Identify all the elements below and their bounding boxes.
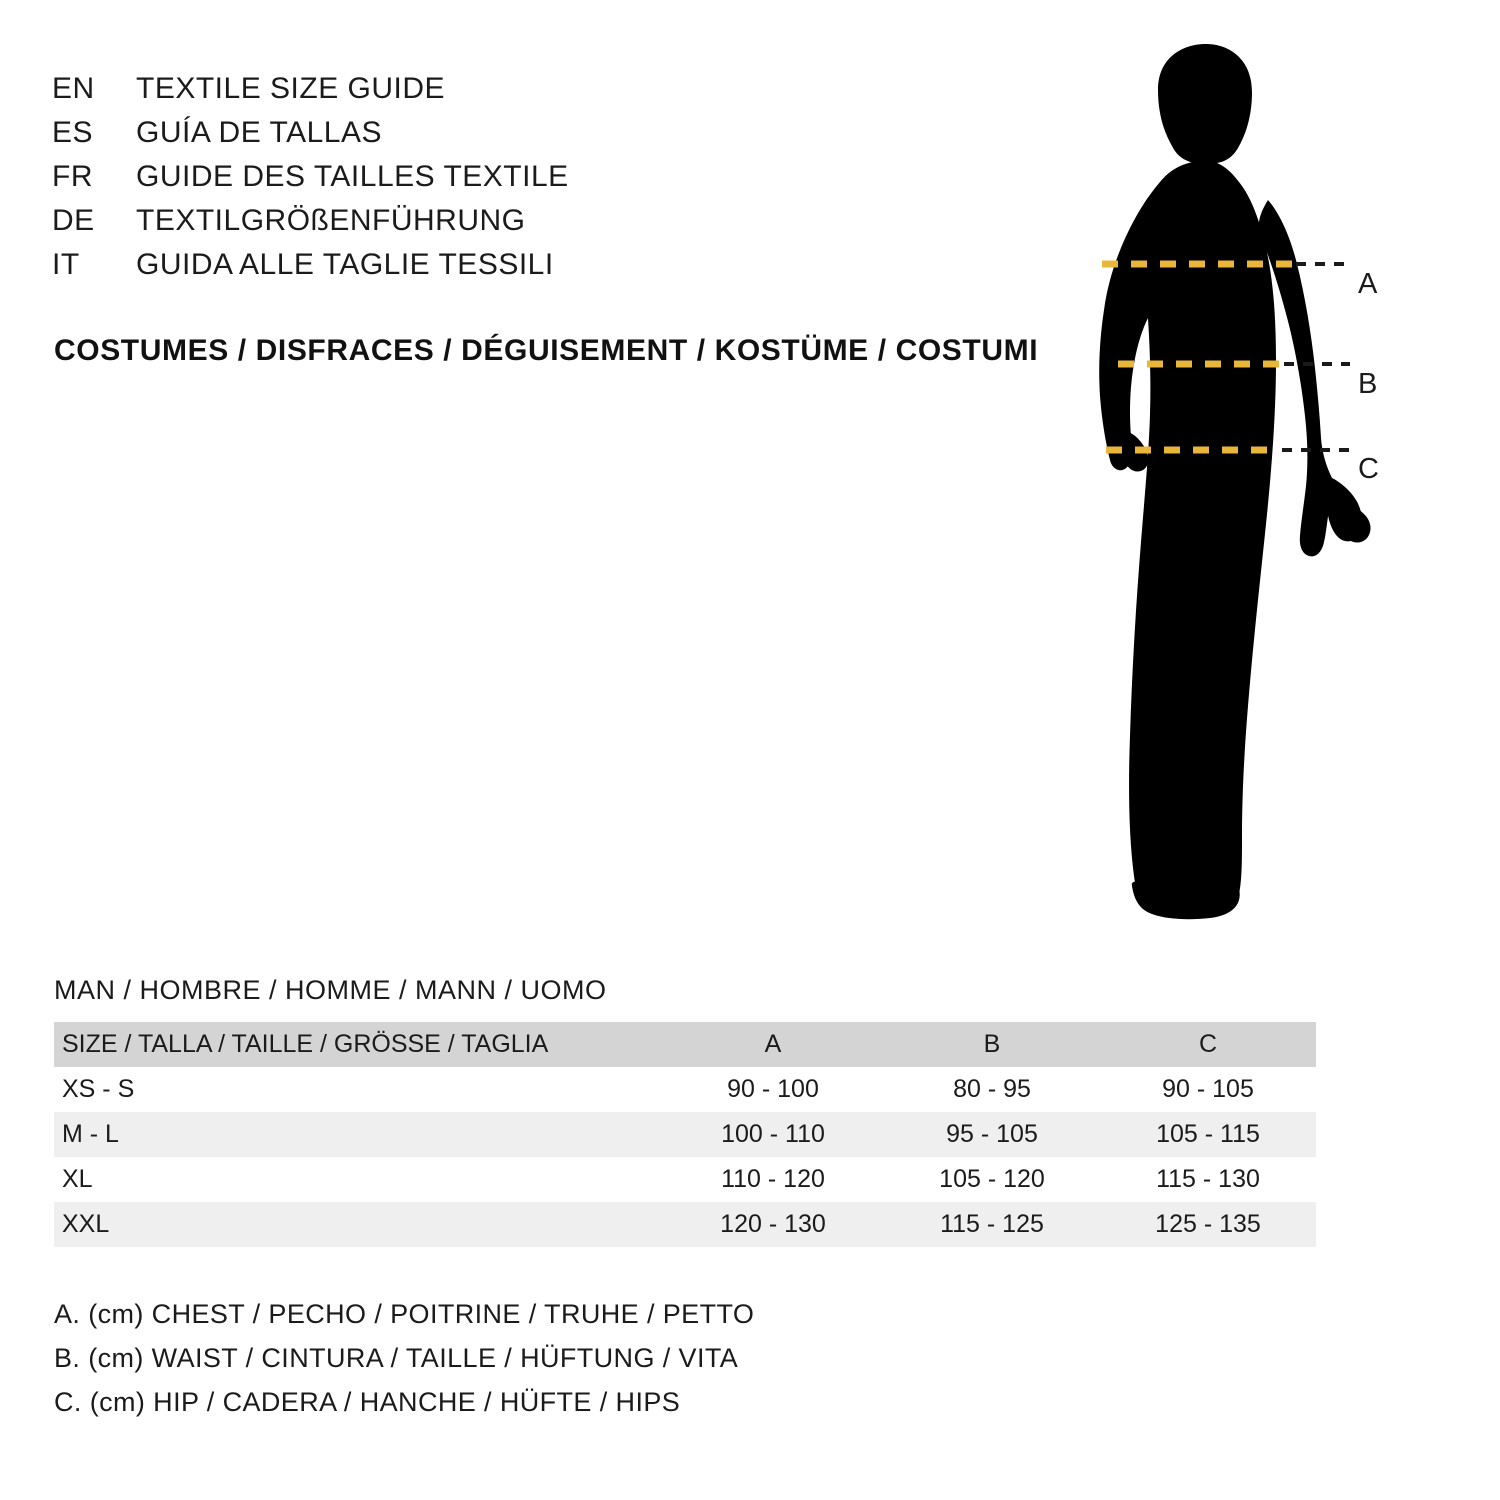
measure-label-b: B [1358, 368, 1378, 400]
language-row-en [52, 72, 1012, 116]
cell-c: 115 - 130 [1100, 1157, 1316, 1202]
cell-c: 105 - 115 [1100, 1112, 1316, 1157]
cell-size: XXL [54, 1202, 662, 1247]
cell-b: 95 - 105 [884, 1112, 1100, 1157]
size-table [54, 1022, 1316, 1247]
table-header-row [54, 1022, 1316, 1067]
language-code-en: EN [52, 72, 95, 105]
language-row-de [52, 204, 1012, 248]
language-row-it [52, 248, 1012, 292]
size-table-section [54, 975, 1374, 1247]
table-caption: MAN / HOMBRE / HOMME / MANN / UOMO [54, 975, 607, 1005]
column-header-size: SIZE / TALLA / TAILLE / GRÖSSE / TAGLIA [54, 1022, 662, 1067]
cell-c: 125 - 135 [1100, 1202, 1316, 1247]
measure-label-c: C [1358, 453, 1379, 485]
size-table-body [54, 1067, 1316, 1247]
language-title-de: TEXTILGRÖßENFÜHRUNG [136, 204, 526, 237]
table-row [54, 1067, 1316, 1112]
language-code-de: DE [52, 204, 95, 237]
column-header-a: A [662, 1022, 884, 1067]
table-row [54, 1202, 1316, 1247]
legend-row-b: B. (cm) WAIST / CINTURA / TAILLE / HÜFTUNG / VITA [54, 1343, 739, 1373]
cell-b: 105 - 120 [884, 1157, 1100, 1202]
column-header-b: B [884, 1022, 1100, 1067]
silhouette-feet [1132, 882, 1240, 920]
language-code-fr: FR [52, 160, 93, 193]
language-code-es: ES [52, 116, 94, 149]
cell-b: 115 - 125 [884, 1202, 1100, 1247]
costumes-subtitle: COSTUMES / DISFRACES / DÉGUISEMENT / KOSTÜME / COSTUMI [54, 334, 1039, 367]
language-title-es: GUÍA DE TALLAS [136, 116, 382, 149]
cell-size: XL [54, 1157, 662, 1202]
silhouette-head [1158, 44, 1252, 164]
cell-a: 120 - 130 [662, 1202, 884, 1247]
table-row [54, 1112, 1316, 1157]
cell-c: 90 - 105 [1100, 1067, 1316, 1112]
language-code-it: IT [52, 248, 80, 281]
cell-a: 100 - 110 [662, 1112, 884, 1157]
cell-size: M - L [54, 1112, 662, 1157]
measurement-legend [54, 1292, 1054, 1424]
measure-label-a: A [1358, 268, 1378, 300]
cell-size: XS - S [54, 1067, 662, 1112]
language-row-es [52, 116, 1012, 160]
language-list [52, 72, 1012, 292]
size-table-head [54, 1022, 1316, 1067]
cell-b: 80 - 95 [884, 1067, 1100, 1112]
column-header-c: C [1100, 1022, 1316, 1067]
language-title-fr: GUIDE DES TAILLES TEXTILE [136, 160, 569, 193]
language-title-it: GUIDA ALLE TAGLIE TESSILI [136, 248, 554, 281]
table-row [54, 1157, 1316, 1202]
language-row-fr [52, 160, 1012, 204]
language-title-en: TEXTILE SIZE GUIDE [136, 72, 446, 105]
cell-a: 90 - 100 [662, 1067, 884, 1112]
legend-row-c: C. (cm) HIP / CADERA / HANCHE / HÜFTE / HIPS [54, 1387, 681, 1417]
measure-label-group [1345, 30, 1425, 930]
legend-row-a: A. (cm) CHEST / PECHO / POITRINE / TRUHE / PETTO [54, 1299, 755, 1329]
cell-a: 110 - 120 [662, 1157, 884, 1202]
